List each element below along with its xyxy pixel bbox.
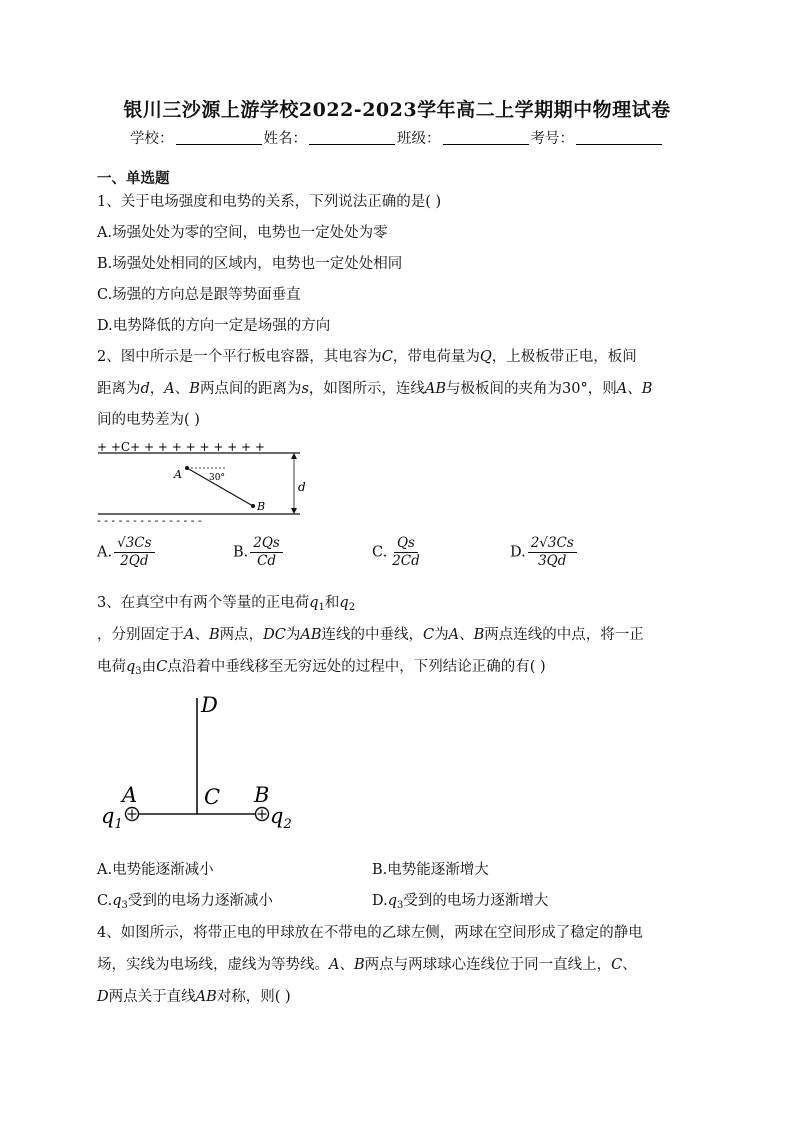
q2-option-a[interactable]: A. $\frac{√3Cs}{2Qd}$: [97, 535, 155, 570]
angle-label: 30°: [209, 473, 225, 483]
q3-option-c[interactable]: $C.q_3$受到的电场力逐渐减小: [97, 893, 273, 911]
page-title: 银川三沙源上游学校2022-2023学年高二上学期期中物理试卷: [123, 99, 671, 121]
q3-option-b[interactable]: B.电势能逐渐增大: [372, 862, 489, 878]
school-blank[interactable]: [176, 144, 262, 145]
section-heading: 一、单选题: [97, 170, 170, 187]
capacitor-diagram: [95, 436, 310, 526]
label-b: B: [254, 783, 270, 807]
q4-stem-line3: D两点关于直线AB对称，则( ): [97, 989, 291, 1005]
q4-stem-line1: 4、如图所示，将带正电的甲球放在不带电的乙球左侧，两球在空间形成了稳定的静电: [97, 925, 643, 941]
label-c: C: [204, 785, 221, 809]
point-a-label: A: [174, 468, 182, 481]
q4-stem-line2: 场，实线为电场线，虚线为等势线。A、B两点与两球球心连线位于同一直线上，C、: [97, 957, 637, 973]
q1-option-a[interactable]: A.场强处处为零的空间，电势也一定处处为零: [97, 225, 388, 241]
label-q2: $q_2$: [270, 804, 292, 832]
q2-stem-line3: 间的电势差为( ): [97, 412, 200, 428]
lower-plate-charges: - - - - - - - - - - - - - - -: [97, 514, 202, 526]
class-blank[interactable]: [443, 144, 529, 145]
q2-option-b[interactable]: B. $\frac{2Qs}{Cd}$: [233, 535, 283, 570]
name-label: 姓名：: [263, 131, 307, 147]
number-blank[interactable]: [576, 144, 662, 145]
q3-stem-line3: 电荷$q_3$由C点沿着中垂线移至无穷远处的过程中，下列结论正确的有( ): [97, 659, 546, 677]
number-label: 考号：: [530, 131, 574, 147]
q1-stem: 1、关于电场强度和电势的关系，下列说法正确的是( ): [97, 194, 442, 210]
q3-option-d[interactable]: $D.q_3$受到的电场力逐渐增大: [372, 893, 549, 911]
q2-option-c[interactable]: C. $\frac{Qs}{2Cd}$: [372, 535, 420, 569]
label-d: D: [201, 693, 218, 717]
point-b-label: B: [257, 500, 266, 513]
q3-stem-line2: ，分别固定于A、B两点，DC为AB连线的中垂线，C为A、B两点连线的中点，将一正: [97, 627, 644, 643]
q2-stem-line1: 2、图中所示是一个平行板电容器，其电容为C，带电荷量为Q，上极板带正电，板间: [97, 349, 637, 365]
q3-option-a[interactable]: A.电势能逐渐减小: [97, 862, 214, 878]
q1-option-b[interactable]: B.场强处处相同的区域内，电势也一定处处相同: [97, 256, 403, 272]
q1-option-c[interactable]: C.场强的方向总是跟等势面垂直: [97, 287, 301, 303]
q2-option-d[interactable]: D. $\frac{2√3Cs}{3Qd}$: [510, 535, 577, 570]
q1-option-d[interactable]: D.电势降低的方向一定是场强的方向: [97, 318, 331, 334]
school-label: 学校：: [130, 131, 174, 147]
student-info-row: [0, 127, 794, 148]
label-q1: $q_1$: [101, 804, 123, 832]
q2-stem-line2: 距离为d，A、B两点间的距离为s，如图所示，连线AB与极板间的夹角为30°，则A、B: [97, 381, 653, 397]
label-a: A: [122, 783, 138, 807]
distance-d-label: d: [298, 480, 306, 494]
charges-diagram: [98, 690, 303, 840]
class-label: 班级：: [397, 131, 441, 147]
name-blank[interactable]: [309, 144, 395, 145]
q3-stem-line1: 3、在真空中有两个等量的正电荷$q_1$和$q_2$: [97, 595, 356, 613]
upper-plate-charges: + +C+ + + + + + + + + +: [97, 440, 265, 454]
